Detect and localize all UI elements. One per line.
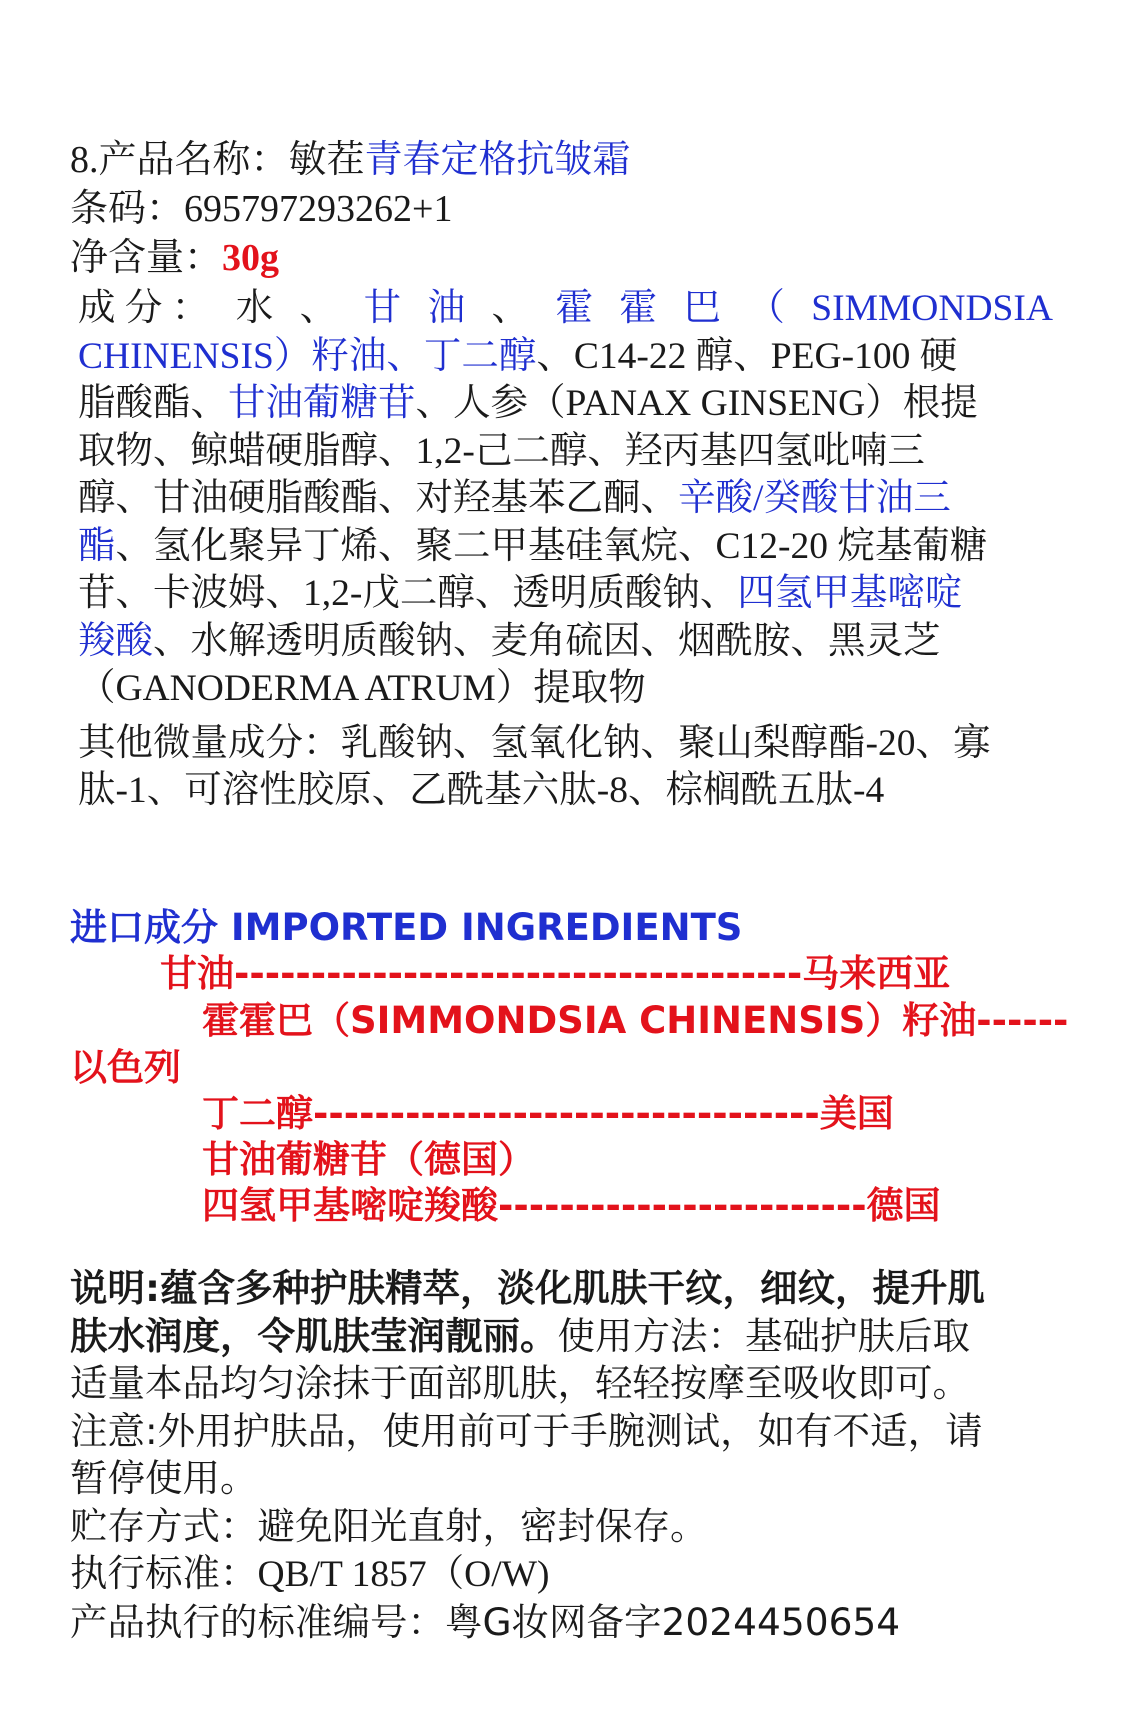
ingredient-token: 油	[427, 288, 466, 329]
usage-text: 使用方法：基础护肤后取	[557, 1313, 970, 1358]
ingredient-text: 醇、甘油硬脂酸酯、对羟基苯乙酮、	[78, 478, 678, 519]
product-name-label: 8.产品名称：	[70, 139, 289, 181]
ingredient-highlight: 甘油葡糖苷	[228, 383, 416, 424]
standard-value: QB/T 1857（O/W)	[257, 1554, 550, 1595]
brand-name: 敏茬	[288, 137, 365, 181]
standard-line	[70, 1550, 1060, 1599]
ingredients-line-7	[78, 570, 1053, 618]
storage-line: 贮存方式：避免阳光直射，密封保存。	[70, 1503, 708, 1548]
ingredient-highlight: 辛酸/癸酸甘油三	[678, 478, 951, 519]
ingredient-text: 、水解透明质酸钠、麦角硫因、烟酰胺、黑灵芝	[153, 620, 941, 662]
ingredients-line-9: （GANODERMA ATRUM）提取物	[78, 668, 646, 709]
barcode-value: 695797293262+1	[184, 188, 453, 230]
ingredient-highlight: 四氢甲基嘧啶	[737, 573, 963, 614]
ingredients-line-1	[78, 285, 1053, 333]
ingredients-line-8	[78, 618, 1053, 666]
trace-line-1: 其他微量成分：乳酸钠、氢氧化钠、聚山梨醇酯-20、寡	[78, 723, 991, 764]
product-name: 青春定格抗皱霜	[364, 137, 631, 181]
net-content-value: 30g	[222, 237, 280, 279]
ingredient-text: 、氢化聚异丁烯、聚二甲基硅氧烷、C12-20 烷基葡糖	[115, 525, 988, 567]
ingredient-text: 、C14-22 醇、PEG-100 硬	[536, 335, 958, 377]
imported-row-glycerin: 甘油-------------------------------------马来西亚	[160, 952, 951, 995]
ingredient-token: 、	[491, 288, 530, 329]
ingredient-token: 霍	[555, 288, 593, 329]
ingredients-line-6	[78, 523, 1053, 571]
ingredients-label: 成 分 ：	[78, 288, 210, 329]
usage-line: 适量本品均匀涂抹于面部肌肤，轻轻按摩至吸收即可。	[70, 1361, 970, 1405]
imported-row-ectoin: 四氢甲基嘧啶羧酸------------------------德国	[202, 1184, 941, 1227]
ingredient-token: 巴	[683, 288, 721, 329]
ingredients-line-5	[78, 475, 1053, 523]
barcode-line	[70, 184, 1125, 233]
imported-row-butylene-glycol: 丁二醇---------------------------------美国	[202, 1092, 894, 1135]
ingredient-token: SIMMONDSIA	[811, 288, 1053, 329]
imported-title: 进口成分 IMPORTED INGREDIENTS	[70, 906, 743, 949]
ingredient-text: 、人参（PANAX GINSENG）根提	[415, 383, 978, 424]
ingredient-token: 水	[235, 288, 274, 329]
product-header	[70, 135, 1125, 282]
imported-row-glyceryl-glucoside: 甘油葡糖苷（德国）	[202, 1138, 535, 1181]
ingredients-paragraph	[78, 285, 1053, 713]
ingredient-token: 甘	[363, 288, 402, 329]
caution-line-1: 注意:外用护肤品，使用前可于手腕测试，如有不适，请	[70, 1408, 983, 1453]
net-content-label: 净含量：	[70, 235, 223, 279]
ingredients-line-4: 取物、鲸蜡硬脂醇、1,2-己二醇、羟丙基四氢吡喃三	[78, 430, 925, 472]
caution-line-2: 暂停使用。	[70, 1456, 258, 1500]
net-content-line	[70, 233, 1125, 282]
product-name-line	[70, 135, 1125, 184]
ingredient-text: 脂酸酯、	[78, 383, 228, 424]
imported-row-jojoba: 霍霍巴（SIMMONDSIA CHINENSIS）籽油------	[202, 999, 1069, 1042]
ingredient-highlight: 酯	[78, 525, 116, 567]
ingredients-line-3	[78, 380, 1053, 428]
ingredient-text: 苷、卡波姆、1,2-戊二醇、透明质酸钠、	[78, 573, 738, 614]
ingredient-highlight: CHINENSIS）籽油、丁二醇	[78, 335, 537, 377]
description-line-1: 说明:蕴含多种护肤精萃，淡化肌肤干纹，细纹，提升肌	[70, 1266, 985, 1310]
ingredient-token: 霍	[619, 288, 657, 329]
ingredients-line-2	[78, 333, 1053, 381]
standard-label: 执行标准：	[70, 1551, 258, 1595]
description-highlight: 肤水润度，令肌肤莹润靓丽。	[70, 1313, 558, 1358]
trace-line-2: 肽-1、可溶性胶原、乙酰基六肽-8、棕榈酰五肽-4	[78, 770, 885, 811]
product-description	[70, 1265, 1060, 1646]
trace-ingredients	[78, 720, 1053, 814]
imported-row-jojoba-origin: 以色列	[70, 1046, 181, 1089]
ingredient-token: （	[747, 288, 785, 329]
barcode-label: 条码：	[70, 186, 185, 230]
filing-number-line: 产品执行的标准编号：粤G妆网备字2024450654	[70, 1599, 901, 1644]
ingredient-token: 、	[299, 288, 338, 329]
ingredient-highlight: 羧酸	[78, 620, 153, 662]
description-line-2	[70, 1313, 1060, 1361]
